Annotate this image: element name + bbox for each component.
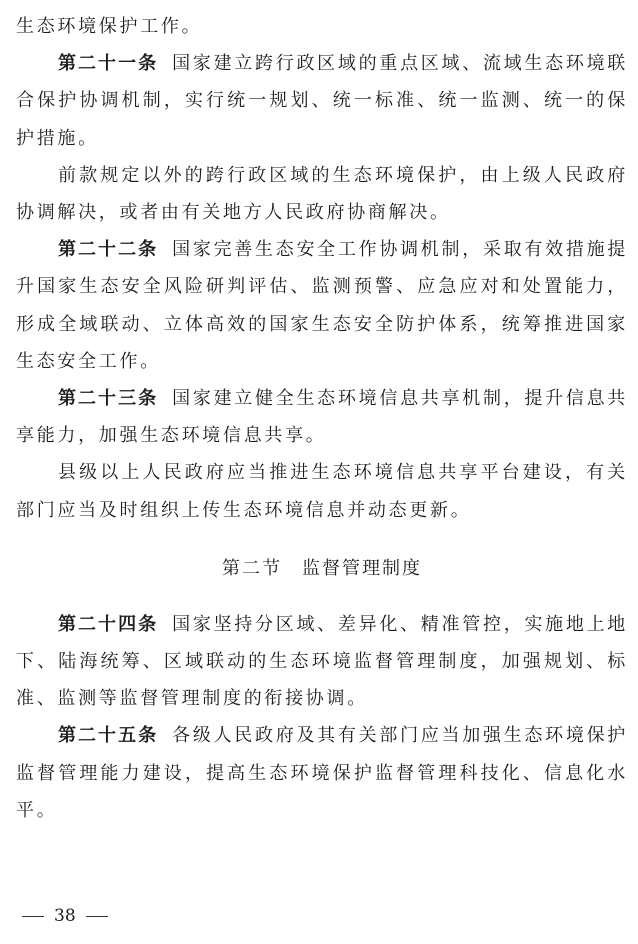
section-number: 第二节 xyxy=(222,557,282,579)
article-text: 国家建立健全生态环境信息共享机制，提升信息共享能力，加强生态环境信息共享。 xyxy=(16,388,629,447)
article-23-paragraph-2 xyxy=(16,454,628,528)
article-label: 第二十三条 xyxy=(58,388,159,410)
article-25 xyxy=(16,717,628,829)
footer-dash-right xyxy=(86,916,108,917)
article-text: 国家完善生态安全工作协调机制，采取有效措施提升国家生态安全风险研判评估、监测预警、应急应对和处置能力，形成全域联动、立体高效的国家生态安全防护体系，统筹推进国家生态安全工作。 xyxy=(16,239,629,372)
article-24 xyxy=(16,606,628,718)
page-number: 38 xyxy=(54,906,76,926)
article-21-paragraph-2 xyxy=(16,157,628,231)
paragraph-text: 前款规定以外的跨行政区域的生态环境保护，由上级人民政府协调解决，或者由有关地方人民政府协商解决。 xyxy=(16,164,628,224)
page-footer xyxy=(22,906,108,926)
paragraph-text: 生态环境保护工作。 xyxy=(16,16,203,37)
article-text: 各级人民政府及其有关部门应当加强生态环境保护监督管理能力建设，提高生态环境保护监督管理科技化、信息化水平。 xyxy=(16,725,629,821)
article-21 xyxy=(16,45,628,157)
article-22 xyxy=(16,231,628,380)
paragraph-text: 县级以上人民政府应当推进生态环境信息共享平台建设，有关部门应当及时组织上传生态环境信息并动态更新。 xyxy=(16,462,628,521)
article-text: 国家坚持分区域、差异化、精准管控，实施地上地下、陆海统筹、区域联动的生态环境监督管理制度，加强规划、标准、监测等监督管理制度的衔接协调。 xyxy=(16,613,629,710)
footer-dash-left xyxy=(22,916,44,917)
section-heading xyxy=(16,550,628,587)
article-label: 第二十四条 xyxy=(58,613,159,635)
article-label: 第二十一条 xyxy=(58,53,159,75)
article-text: 国家建立跨行政区域的重点区域、流域生态环境联合保护协调机制，实行统一规划、统一标准、统一监测、统一的保护措施。 xyxy=(16,53,629,149)
article-label: 第二十五条 xyxy=(58,725,159,747)
paragraph-continuation xyxy=(16,8,628,45)
article-23 xyxy=(16,380,628,454)
article-label: 第二十二条 xyxy=(58,239,159,261)
section-title: 监督管理制度 xyxy=(302,557,422,579)
document-page xyxy=(16,0,628,829)
